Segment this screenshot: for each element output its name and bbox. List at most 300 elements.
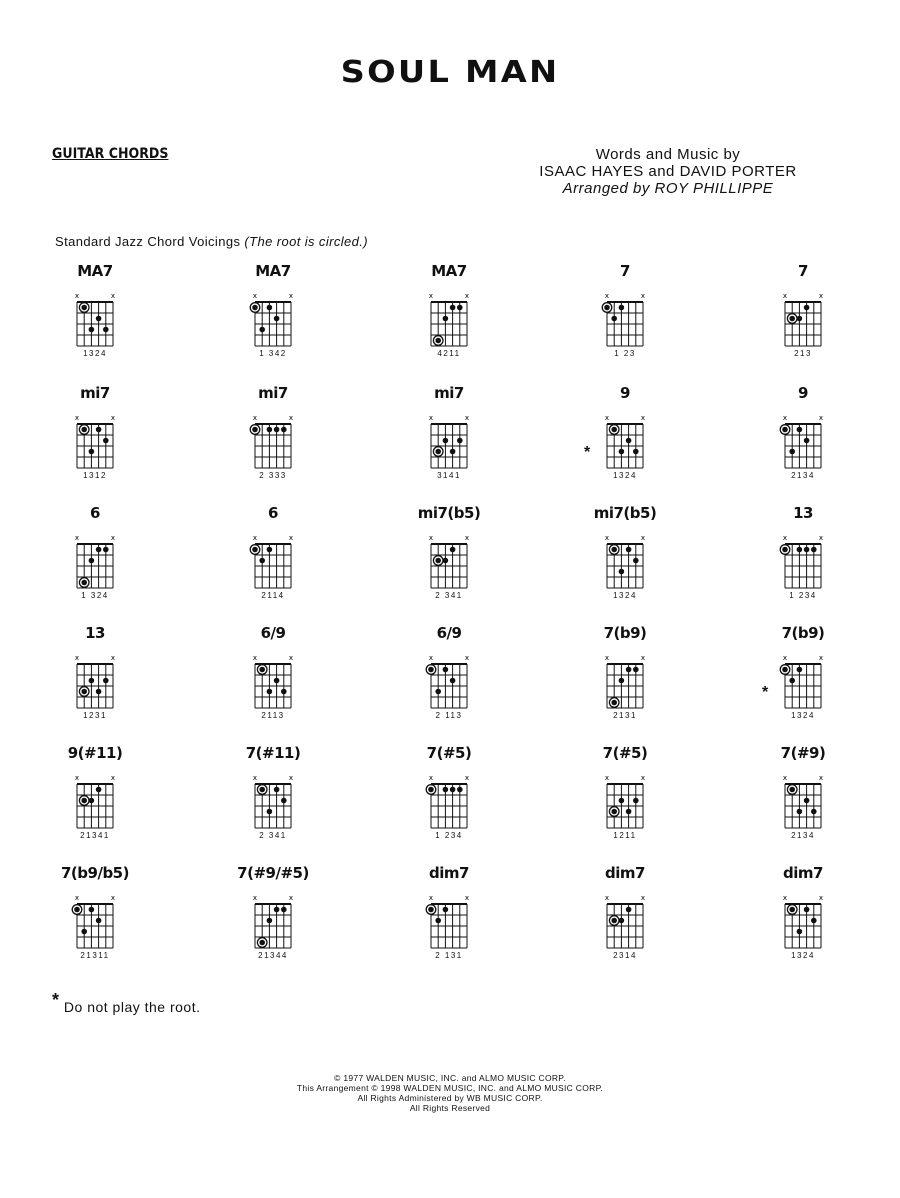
finger-dot <box>804 305 810 311</box>
muted-string-marker: x <box>428 292 434 300</box>
finger-dot <box>457 305 463 311</box>
chord-diagram <box>748 624 858 744</box>
fretboard-grid <box>748 624 858 724</box>
finger-dot <box>797 427 803 433</box>
muted-string-marker: x <box>74 774 80 782</box>
fretboard-grid <box>748 262 858 362</box>
finger-dot <box>633 798 639 804</box>
finger-dot <box>797 316 803 322</box>
chord-name: 6 <box>268 504 278 522</box>
muted-string-marker: x <box>782 894 788 902</box>
muted-string-marker: x <box>464 774 470 782</box>
fingering-numbers: 2131 <box>613 711 637 720</box>
fingering-numbers: 213 <box>794 349 812 358</box>
fingering-numbers: 1 23 <box>614 349 636 358</box>
muted-string-marker: x <box>252 654 258 662</box>
finger-dot <box>81 305 87 311</box>
finger-dot <box>96 427 102 433</box>
muted-string-marker: x <box>604 774 610 782</box>
chord-diagram <box>570 504 680 624</box>
chord-name: 13 <box>793 504 813 522</box>
muted-string-marker: x <box>782 292 788 300</box>
fretboard-grid <box>40 384 150 484</box>
muted-string-marker: x <box>74 894 80 902</box>
chord-diagram <box>748 504 858 624</box>
chord-diagram <box>218 384 328 504</box>
muted-string-marker: x <box>464 534 470 542</box>
copyright-block <box>0 1073 900 1113</box>
finger-dot <box>274 907 280 913</box>
chord-diagram <box>570 262 680 382</box>
finger-dot <box>804 438 810 444</box>
finger-dot <box>259 558 265 564</box>
finger-dot <box>103 327 109 333</box>
finger-dot <box>428 787 434 793</box>
muted-string-marker: x <box>252 414 258 422</box>
copyright-line: This Arrangement © 1998 WALDEN MUSIC, INC. and ALMO MUSIC CORP. <box>296 1083 604 1093</box>
muted-string-marker: x <box>818 292 824 300</box>
chord-name: mi7(b5) <box>417 504 481 522</box>
chord-name: dim7 <box>605 864 645 882</box>
chord-diagram <box>394 384 504 504</box>
fingering-numbers: 1324 <box>83 349 107 358</box>
muted-string-marker: x <box>818 894 824 902</box>
fretboard-grid <box>748 504 858 604</box>
fingering-numbers: 1211 <box>613 831 637 840</box>
footnote-text: Do not play the root. <box>63 999 201 1015</box>
muted-string-marker: x <box>604 414 610 422</box>
chord-diagram <box>748 744 858 864</box>
chord-name: dim7 <box>783 864 823 882</box>
finger-dot <box>96 918 102 924</box>
fretboard-grid <box>218 744 328 844</box>
finger-dot <box>619 569 625 575</box>
chord-name: 9 <box>798 384 808 402</box>
finger-dot <box>74 907 80 913</box>
copyright-line: All Rights Administered by WB MUSIC CORP. <box>357 1093 543 1103</box>
fingering-numbers: 2 341 <box>435 591 463 600</box>
muted-string-marker: x <box>428 414 434 422</box>
finger-dot <box>804 798 810 804</box>
fretboard-grid <box>570 744 680 844</box>
fingering-numbers: 3141 <box>437 471 461 480</box>
fretboard-grid <box>748 384 858 484</box>
chord-name: mi7 <box>80 384 110 402</box>
finger-dot <box>804 547 810 553</box>
fretboard-grid <box>394 384 504 484</box>
finger-dot <box>450 449 456 455</box>
finger-dot <box>103 678 109 684</box>
finger-dot <box>450 678 456 684</box>
copyright-line: © 1977 WALDEN MUSIC, INC. and ALMO MUSIC CORP. <box>334 1073 566 1083</box>
muted-string-marker: x <box>464 654 470 662</box>
finger-dot <box>797 809 803 815</box>
finger-dot <box>633 558 639 564</box>
chord-name: MA7 <box>431 262 467 280</box>
muted-string-marker: x <box>74 292 80 300</box>
finger-dot <box>267 547 273 553</box>
finger-dot <box>604 305 610 311</box>
chord-diagram <box>40 262 150 382</box>
finger-dot <box>633 667 639 673</box>
finger-dot <box>274 427 280 433</box>
chord-diagram <box>570 864 680 984</box>
chord-diagram <box>40 624 150 744</box>
chord-name: 7(#5) <box>602 744 648 762</box>
fingering-numbers: 21311 <box>80 951 110 960</box>
finger-dot <box>811 547 817 553</box>
chord-name: 7(#9) <box>780 744 826 762</box>
chord-diagram <box>748 262 858 382</box>
muted-string-marker: x <box>110 774 116 782</box>
chord-name: 7(b9/b5) <box>61 864 129 882</box>
section-label: GUITAR CHORDS <box>52 146 169 162</box>
finger-dot <box>611 918 617 924</box>
fingering-numbers: 1 234 <box>789 591 817 600</box>
muted-string-marker: x <box>252 534 258 542</box>
finger-dot <box>281 907 287 913</box>
finger-dot <box>789 907 795 913</box>
finger-dot <box>267 809 273 815</box>
finger-dot <box>103 438 109 444</box>
muted-string-marker: x <box>110 894 116 902</box>
finger-dot <box>619 798 625 804</box>
fretboard-grid <box>570 864 680 964</box>
fretboard-grid <box>394 744 504 844</box>
finger-dot <box>443 667 449 673</box>
finger-dot <box>626 809 632 815</box>
chord-diagram <box>218 624 328 744</box>
chord-diagram <box>394 624 504 744</box>
muted-string-marker: x <box>640 292 646 300</box>
fingering-numbers: 2134 <box>791 831 815 840</box>
fretboard-grid <box>570 262 680 362</box>
finger-dot <box>789 787 795 793</box>
chord-name: mi7 <box>434 384 464 402</box>
finger-dot <box>81 580 87 586</box>
chord-diagram <box>394 744 504 864</box>
muted-string-marker: x <box>604 654 610 662</box>
chord-name: MA7 <box>77 262 113 280</box>
finger-dot <box>619 678 625 684</box>
finger-dot <box>797 929 803 935</box>
voicings-note-paren: (The root is circled.) <box>244 234 369 249</box>
muted-string-marker: x <box>252 774 258 782</box>
muted-string-marker: x <box>640 654 646 662</box>
finger-dot <box>435 449 441 455</box>
muted-string-marker: x <box>288 654 294 662</box>
fretboard-grid <box>748 864 858 964</box>
fretboard-grid <box>218 262 328 362</box>
fretboard-grid <box>40 504 150 604</box>
muted-string-marker: x <box>74 654 80 662</box>
fretboard-grid <box>40 744 150 844</box>
muted-string-marker: x <box>428 534 434 542</box>
fretboard-grid <box>394 504 504 604</box>
muted-string-marker: x <box>288 894 294 902</box>
chord-name: 7(#11) <box>245 744 301 762</box>
finger-dot <box>81 689 87 695</box>
finger-dot <box>633 449 639 455</box>
muted-string-marker: x <box>428 654 434 662</box>
muted-string-marker: x <box>640 534 646 542</box>
fretboard-grid <box>40 864 150 964</box>
finger-dot <box>797 667 803 673</box>
finger-dot <box>89 798 95 804</box>
muted-string-marker: x <box>252 894 258 902</box>
chord-name: 7(b9) <box>603 624 647 642</box>
finger-dot <box>281 427 287 433</box>
fingering-numbers: 2114 <box>261 591 285 600</box>
fingering-numbers: 2134 <box>791 471 815 480</box>
muted-string-marker: x <box>464 894 470 902</box>
chord-name: 6/9 <box>436 624 462 642</box>
muted-string-marker: x <box>428 774 434 782</box>
fingering-numbers: 2 341 <box>259 831 287 840</box>
finger-dot <box>811 918 817 924</box>
finger-dot <box>611 547 617 553</box>
finger-dot <box>81 427 87 433</box>
muted-string-marker: x <box>74 534 80 542</box>
finger-dot <box>443 316 449 322</box>
finger-dot <box>782 547 788 553</box>
muted-string-marker: x <box>110 534 116 542</box>
finger-dot <box>626 438 632 444</box>
chord-name: mi7(b5) <box>593 504 657 522</box>
fretboard-grid <box>570 384 680 484</box>
fingering-numbers: 2113 <box>261 711 285 720</box>
muted-string-marker: x <box>818 654 824 662</box>
chord-diagram <box>394 864 504 984</box>
finger-dot <box>619 449 625 455</box>
fingering-numbers: 1324 <box>613 591 637 600</box>
muted-string-marker: x <box>464 292 470 300</box>
chord-name: 13 <box>85 624 105 642</box>
finger-dot <box>267 689 273 695</box>
finger-dot <box>443 438 449 444</box>
muted-string-marker: x <box>288 414 294 422</box>
fingering-numbers: 1 234 <box>435 831 463 840</box>
finger-dot <box>96 547 102 553</box>
chord-name: 9 <box>620 384 630 402</box>
finger-dot <box>89 558 95 564</box>
page-title: SOUL MAN <box>340 55 560 90</box>
finger-dot <box>450 787 456 793</box>
muted-string-marker: x <box>428 894 434 902</box>
fingering-numbers: 21344 <box>258 951 288 960</box>
fretboard-grid <box>218 624 328 724</box>
footnote <box>52 990 201 1017</box>
fretboard-grid <box>218 864 328 964</box>
fretboard-grid <box>218 384 328 484</box>
finger-dot <box>96 787 102 793</box>
fretboard-grid <box>570 504 680 604</box>
muted-string-marker: x <box>604 894 610 902</box>
finger-dot <box>450 305 456 311</box>
muted-string-marker: x <box>640 774 646 782</box>
footnote-star: * <box>52 990 60 1010</box>
finger-dot <box>267 918 273 924</box>
fingering-numbers: 1324 <box>791 711 815 720</box>
chord-name: 7(#9/#5) <box>237 864 309 882</box>
fingering-numbers: 1231 <box>83 711 107 720</box>
chord-name: 6/9 <box>260 624 286 642</box>
finger-dot <box>611 700 617 706</box>
finger-dot <box>611 809 617 815</box>
finger-dot <box>259 787 265 793</box>
fingering-numbers: 2 131 <box>435 951 463 960</box>
finger-dot <box>619 305 625 311</box>
fretboard-grid <box>218 504 328 604</box>
muted-string-marker: x <box>74 414 80 422</box>
muted-string-marker: x <box>818 534 824 542</box>
fretboard-grid <box>394 262 504 362</box>
finger-dot <box>252 427 258 433</box>
finger-dot <box>626 547 632 553</box>
fingering-numbers: 1324 <box>613 471 637 480</box>
fingering-numbers: 21341 <box>80 831 110 840</box>
finger-dot <box>259 327 265 333</box>
finger-dot <box>274 787 280 793</box>
finger-dot <box>259 667 265 673</box>
finger-dot <box>81 929 87 935</box>
finger-dot <box>252 305 258 311</box>
copyright-line: All Rights Reserved <box>409 1103 491 1113</box>
chord-diagram <box>40 384 150 504</box>
fretboard-grid <box>394 864 504 964</box>
finger-dot <box>435 338 441 344</box>
chord-name: 9(#11) <box>67 744 123 762</box>
chord-name: 7 <box>798 262 808 280</box>
chord-diagram <box>218 262 328 382</box>
finger-dot <box>428 667 434 673</box>
fingering-numbers: 2 113 <box>435 711 463 720</box>
finger-dot <box>103 547 109 553</box>
chord-name: 6 <box>90 504 100 522</box>
finger-dot <box>81 798 87 804</box>
fretboard-grid <box>570 624 680 724</box>
muted-string-marker: x <box>464 414 470 422</box>
muted-string-marker: x <box>782 774 788 782</box>
finger-dot <box>428 907 434 913</box>
finger-dot <box>619 918 625 924</box>
finger-dot <box>626 667 632 673</box>
finger-dot <box>89 678 95 684</box>
fretboard-grid <box>748 744 858 844</box>
muted-string-marker: x <box>252 292 258 300</box>
finger-dot <box>96 316 102 322</box>
chord-diagram <box>218 864 328 984</box>
chord-diagram <box>40 744 150 864</box>
muted-string-marker: x <box>640 414 646 422</box>
finger-dot <box>281 798 287 804</box>
chord-diagram <box>394 262 504 382</box>
voicings-note-text: Standard Jazz Chord Voicings <box>55 234 241 249</box>
chord-name: mi7 <box>258 384 288 402</box>
fretboard-grid <box>394 624 504 724</box>
chord-diagram <box>40 504 150 624</box>
chord-diagram <box>748 864 858 984</box>
fretboard-grid <box>40 624 150 724</box>
chord-diagram <box>218 504 328 624</box>
muted-string-marker: x <box>782 534 788 542</box>
fingering-numbers: 2 333 <box>259 471 287 480</box>
fingering-numbers: 1 324 <box>81 591 109 600</box>
finger-dot <box>443 558 449 564</box>
finger-dot <box>443 787 449 793</box>
fingering-numbers: 1 342 <box>259 349 287 358</box>
finger-dot <box>435 918 441 924</box>
chord-name: MA7 <box>255 262 291 280</box>
finger-dot <box>789 449 795 455</box>
chord-diagram <box>748 384 858 504</box>
fingering-numbers: 1324 <box>791 951 815 960</box>
finger-dot <box>435 689 441 695</box>
chord-diagram <box>40 864 150 984</box>
finger-dot <box>267 427 273 433</box>
credits-line-3: Arranged by ROY PHILLIPPE <box>562 180 774 197</box>
finger-dot <box>797 547 803 553</box>
finger-dot <box>789 678 795 684</box>
finger-dot <box>89 449 95 455</box>
finger-dot <box>782 427 788 433</box>
finger-dot <box>611 427 617 433</box>
chord-diagram <box>570 744 680 864</box>
chord-name: 7(#5) <box>426 744 472 762</box>
finger-dot <box>252 547 258 553</box>
finger-dot <box>443 907 449 913</box>
finger-dot <box>811 809 817 815</box>
finger-dot <box>457 787 463 793</box>
finger-dot <box>782 667 788 673</box>
finger-dot <box>626 907 632 913</box>
muted-string-marker: x <box>288 534 294 542</box>
muted-string-marker: x <box>640 894 646 902</box>
fingering-numbers: 4211 <box>437 349 461 358</box>
finger-dot <box>611 316 617 322</box>
chord-name: 7 <box>620 262 630 280</box>
muted-string-marker: x <box>782 654 788 662</box>
chord-diagram <box>570 624 680 744</box>
muted-string-marker: x <box>288 774 294 782</box>
chord-diagram <box>394 504 504 624</box>
credits-line-2: ISAAC HAYES and DAVID PORTER <box>539 163 797 180</box>
credits-line-1: Words and Music by <box>595 146 741 163</box>
finger-dot <box>435 558 441 564</box>
finger-dot <box>457 438 463 444</box>
chord-name: dim7 <box>429 864 469 882</box>
finger-dot <box>89 327 95 333</box>
finger-dot <box>274 316 280 322</box>
finger-dot <box>96 689 102 695</box>
muted-string-marker: x <box>818 414 824 422</box>
muted-string-marker: x <box>288 292 294 300</box>
finger-dot <box>267 305 273 311</box>
fingering-numbers: 1312 <box>83 471 107 480</box>
muted-string-marker: x <box>604 292 610 300</box>
no-root-star: * <box>762 684 769 701</box>
finger-dot <box>274 678 280 684</box>
chord-diagram <box>218 744 328 864</box>
fingering-numbers: 2314 <box>613 951 637 960</box>
fretboard-grid <box>40 262 150 362</box>
finger-dot <box>450 547 456 553</box>
muted-string-marker: x <box>110 292 116 300</box>
finger-dot <box>259 940 265 946</box>
muted-string-marker: x <box>110 414 116 422</box>
finger-dot <box>789 316 795 322</box>
chord-diagram <box>570 384 680 504</box>
